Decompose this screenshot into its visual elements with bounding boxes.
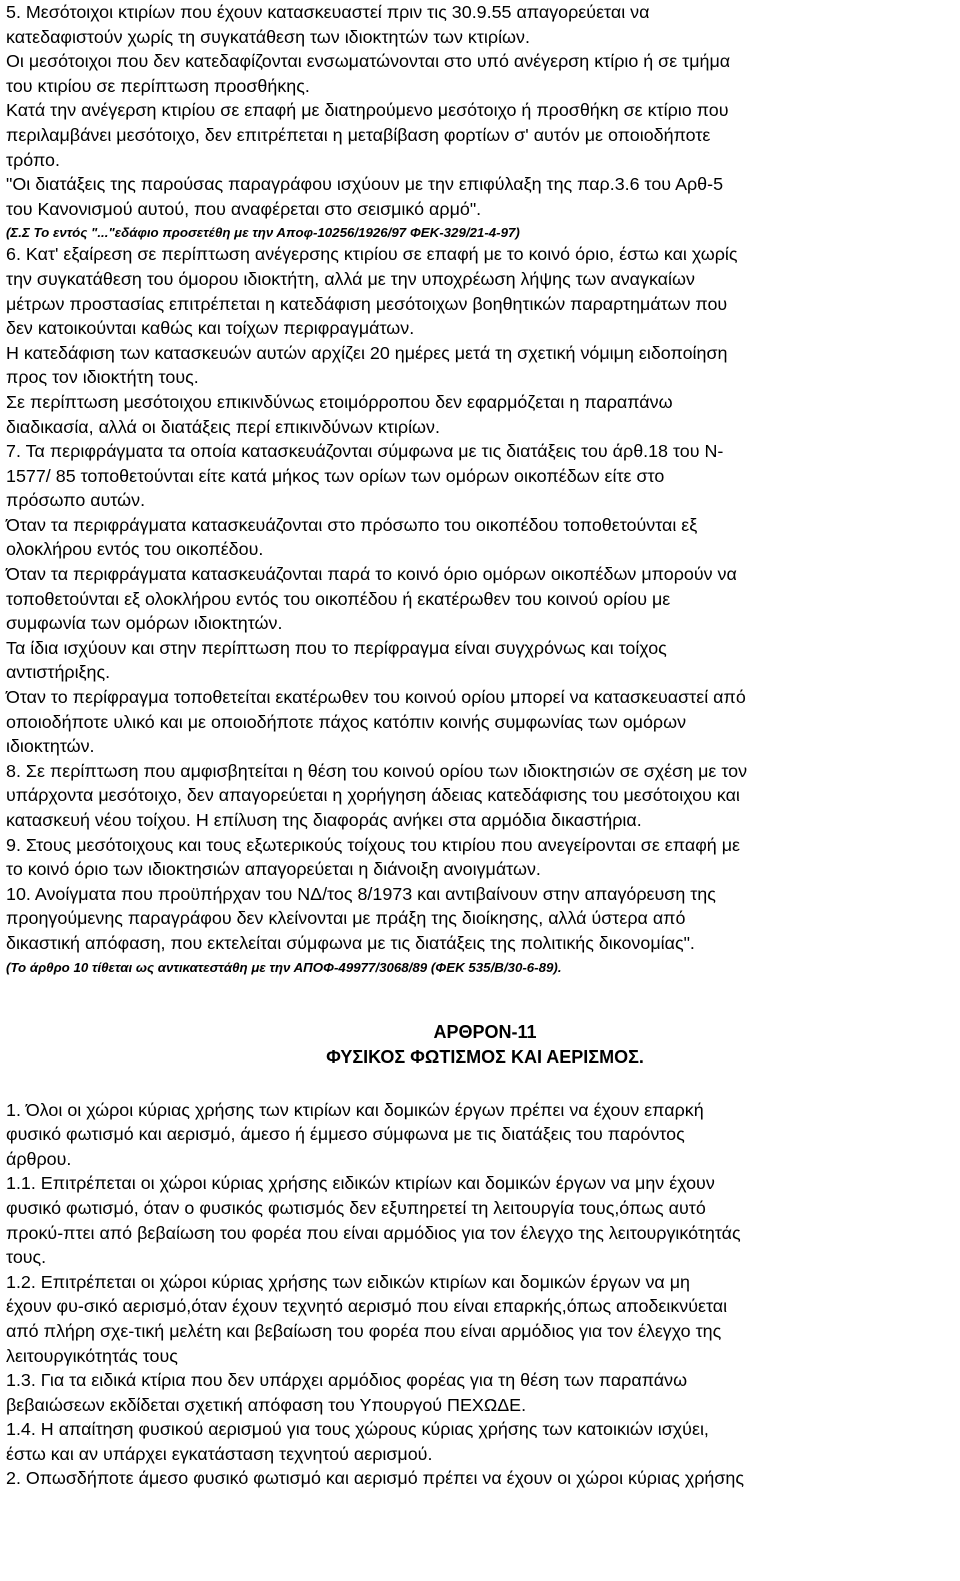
text-line: 1577/ 85 τοποθετούνται είτε κατά μήκος των ορίων των ομόρων οικοπέδων είτε στο [6, 465, 665, 486]
text-line: φυσικό φωτισμό, όταν ο φυσικός φωτισμός δεν εξυπηρετεί τη λειτουργία τους,όπως αυτό [6, 1197, 706, 1218]
text-line: τους. [6, 1247, 47, 1268]
text-line: τοποθετούνται εξ ολοκλήρου εντός του οικοπέδου ή εκατέρωθεν του κοινού ορίου με [6, 588, 671, 609]
text-line: 8. Σε περίπτωση που αμφισβητείται η θέση του κοινού ορίου των ιδιοκτησιών σε σχέση με τον [6, 760, 748, 781]
text-line: τρόπο. [6, 149, 60, 170]
text-line: ολοκλήρου εντός του οικοπέδου. [6, 539, 264, 560]
text-line: αντιστήριξης. [6, 662, 111, 683]
text-line: του Κανονισμού αυτού, που αναφέρεται στο σεισμικό αρμό". [6, 198, 482, 219]
text-line: προς τον ιδιοκτήτη τους. [6, 367, 199, 388]
text-line: 10. Ανοίγματα που προϋπήρχαν του ΝΔ/τος 8/1973 και αντιβαίνουν στην απαγόρευση της [6, 883, 716, 904]
text-line: υπάρχοντα μεσότοιχο, δεν απαγορεύεται η χορήγηση άδειας κατεδάφισης του μεσότοιχου και [6, 785, 740, 806]
text-line: φυσικό φωτισμό και αερισμό, άμεσο ή έμμεσο σύμφωνα με τις διατάξεις του παρόντος [6, 1124, 685, 1145]
text-line: προηγούμενης παραγράφου δεν κλείνονται με πράξη της διοίκησης, αλλά ύστερα από [6, 908, 686, 929]
section-middle [6, 242, 954, 955]
text-line: έστω και αν υπάρχει εγκατάσταση τεχνητού αερισμού. [6, 1443, 433, 1464]
text-line: 9. Στους μεσότοιχους και τους εξωτερικούς τοίχους του κτιρίου που ανεγείρονται σε επαφή με [6, 834, 741, 855]
article-title: ΦΥΣΙΚΟΣ ΦΩΤΙΣΜΟΣ ΚΑΙ ΑΕΡΙΣΜΟΣ. [326, 1046, 644, 1067]
text-line: 1.1. Επιτρέπεται οι χώροι κύριας χρήσης ειδικών κτιρίων και δομικών έργων να μην έχουν [6, 1173, 715, 1194]
text-line: "Οι διατάξεις της παρούσας παραγράφου ισχύουν με την επιφύλαξη της παρ.3.6 του Αρθ-5 [6, 174, 724, 195]
text-line: δεν κατοικούνται καθώς και τοίχων περιφραγμάτων. [6, 318, 415, 339]
text-line: λειτουργικότητάς τους [6, 1345, 178, 1366]
text-line: 7. Τα περιφράγματα τα οποία κατασκευάζονται σύμφωνα με τις διατάξεις του άρθ.18 του Ν- [6, 441, 724, 462]
text-line: 5. Μεσότοιχοι κτιρίων που έχουν κατασκευαστεί πριν τις 30.9.55 απαγορεύεται να [6, 2, 650, 22]
text-line: έχουν φυ-σικό αερισμό,όταν έχουν τεχνητό αερισμό που είναι επαρκής,όπως αποδεικνύεται [6, 1296, 728, 1317]
text-line: Οι μεσότοιχοι που δεν κατεδαφίζονται ενσωματώνονται στο υπό ανέγερση κτίριο ή σε τμήμα [6, 51, 731, 72]
text-line: οποιοδήποτε υλικό και με οποιοδήποτε πάχος κατόπιν κοινής συμφωνίας των ομόρων [6, 711, 687, 732]
text-line: διαδικασία, αλλά οι διατάξεις περί επικινδύνων κτιρίων. [6, 416, 440, 437]
text-line: δικαστική απόφαση, που εκτελείται σύμφωνα με τις διατάξεις της πολιτικής δικονομίας". [6, 932, 695, 953]
text-line: Όταν τα περιφράγματα κατασκευάζονται παρά το κοινό όριο ομόρων οικοπέδων μπορούν να [6, 564, 737, 585]
spacer [6, 977, 954, 1020]
text-line: 1. Όλοι οι χώροι κύριας χρήσης των κτιρίων και δομικών έργων πρέπει να έχουν επαρκή [6, 1099, 704, 1120]
text-line: 1.3. Για τα ειδικά κτίρια που δεν υπάρχει αρμόδιος φορέας για τη θέση των παραπάνω [6, 1370, 688, 1391]
text-line: περιλαμβάνει μεσότοιχο, δεν επιτρέπεται η μεταβίβαση φορτίων σ' αυτόν με οποιοδήποτε [6, 124, 711, 145]
editor-note: (Σ.Σ Το εντός "..."εδάφιο προσετέθη με την Αποφ-10256/1926/97 ΦΕΚ-329/21-4-97) [6, 225, 520, 241]
text-line: 2. Οπωσδήποτε άμεσο φυσικό φωτισμό και αερισμό πρέπει να έχουν οι χώροι κύριας χρήσης [6, 1468, 744, 1489]
text-line: μέτρων προστασίας επιτρέπεται η κατεδάφιση μεσότοιχων βοηθητικών παραρτημάτων που [6, 293, 728, 314]
text-line: την συγκατάθεση του όμορου ιδιοκτήτη, αλλά με την υποχρέωση λήψης των αναγκαίων [6, 268, 695, 289]
text-line: του κτιρίου σε περίπτωση προσθήκης. [6, 75, 310, 96]
text-line: Κατά την ανέγερση κτιρίου σε επαφή με διατηρούμενο μεσότοιχο ή προσθήκη σε κτίριο που [6, 100, 729, 121]
text-line: το κοινό όριο των ιδιοκτησιών απαγορεύεται η διάνοιξη ανοιγμάτων. [6, 859, 541, 880]
text-line: βεβαιώσεων εκδίδεται σχετική απόφαση του Υπουργού ΠΕΧΩΔΕ. [6, 1394, 527, 1415]
text-line: κατασκευή νέου τοίχου. Η επίλυση της διαφοράς ανήκει στα αρμόδια δικαστήρια. [6, 810, 642, 830]
text-line: Σε περίπτωση μεσότοιχου επικινδύνως ετοιμόρροπου δεν εφαρμόζεται η παραπάνω [6, 391, 673, 412]
text-line: κατεδαφιστούν χωρίς τη συγκατάθεση των ιδιοκτητών των κτιρίων. [6, 26, 530, 47]
text-line: ιδιοκτητών. [6, 736, 95, 757]
text-line: Τα ίδια ισχύουν και στην περίπτωση που το περίφραγμα είναι συγχρόνως και τοίχος [6, 637, 667, 658]
text-line: από πλήρη σχε-τική μελέτη και βεβαίωση του φορέα που είναι αρμόδιος για τον έλεγχο της [6, 1320, 722, 1341]
editor-note: (Το άρθρο 10 τίθεται ως αντικατεστάθη με την ΑΠΟΦ-49977/3068/89 (ΦΕΚ 535/Β/30-6-89). [6, 959, 562, 975]
article-number: ΑΡΘΡΟΝ-11 [433, 1021, 537, 1042]
text-line: συμφωνία των ομόρων ιδιοκτητών. [6, 613, 283, 634]
text-line: 1.2. Επιτρέπεται οι χώροι κύριας χρήσης των ειδικών κτιρίων και δομικών έργων να μη [6, 1271, 691, 1292]
text-line: Η κατεδάφιση των κατασκευών αυτών αρχίζει 20 ημέρες μετά τη σχετική νόμιμη ειδοποίηση [6, 342, 728, 363]
text-line: άρθρου. [6, 1148, 72, 1169]
section-bottom [6, 1098, 954, 1492]
text-line: Όταν το περίφραγμα τοποθετείται εκατέρωθεν του κοινού ορίου μπορεί να κατασκευαστεί από [6, 687, 746, 708]
text-line: πρόσωπο αυτών. [6, 490, 146, 511]
text-line: προκύ-πτει από βεβαίωση του φορέα που είναι αρμόδιος για τον έλεγχο της λειτουργικότητάς [6, 1222, 741, 1243]
spacer [6, 1070, 954, 1098]
text-line: 1.4. Η απαίτηση φυσικού αερισμού για τους χώρους κύριας χρήσης των κατοικιών ισχύει, [6, 1419, 709, 1440]
section-top [6, 0, 954, 221]
text-line: 6. Κατ' εξαίρεση σε περίπτωση ανέγερσης κτιρίου σε επαφή με το κοινό όριο, έστω και χωρίς [6, 244, 738, 265]
text-line: Όταν τα περιφράγματα κατασκευάζονται στο πρόσωπο του οικοπέδου τοποθετούνται εξ [6, 514, 698, 535]
